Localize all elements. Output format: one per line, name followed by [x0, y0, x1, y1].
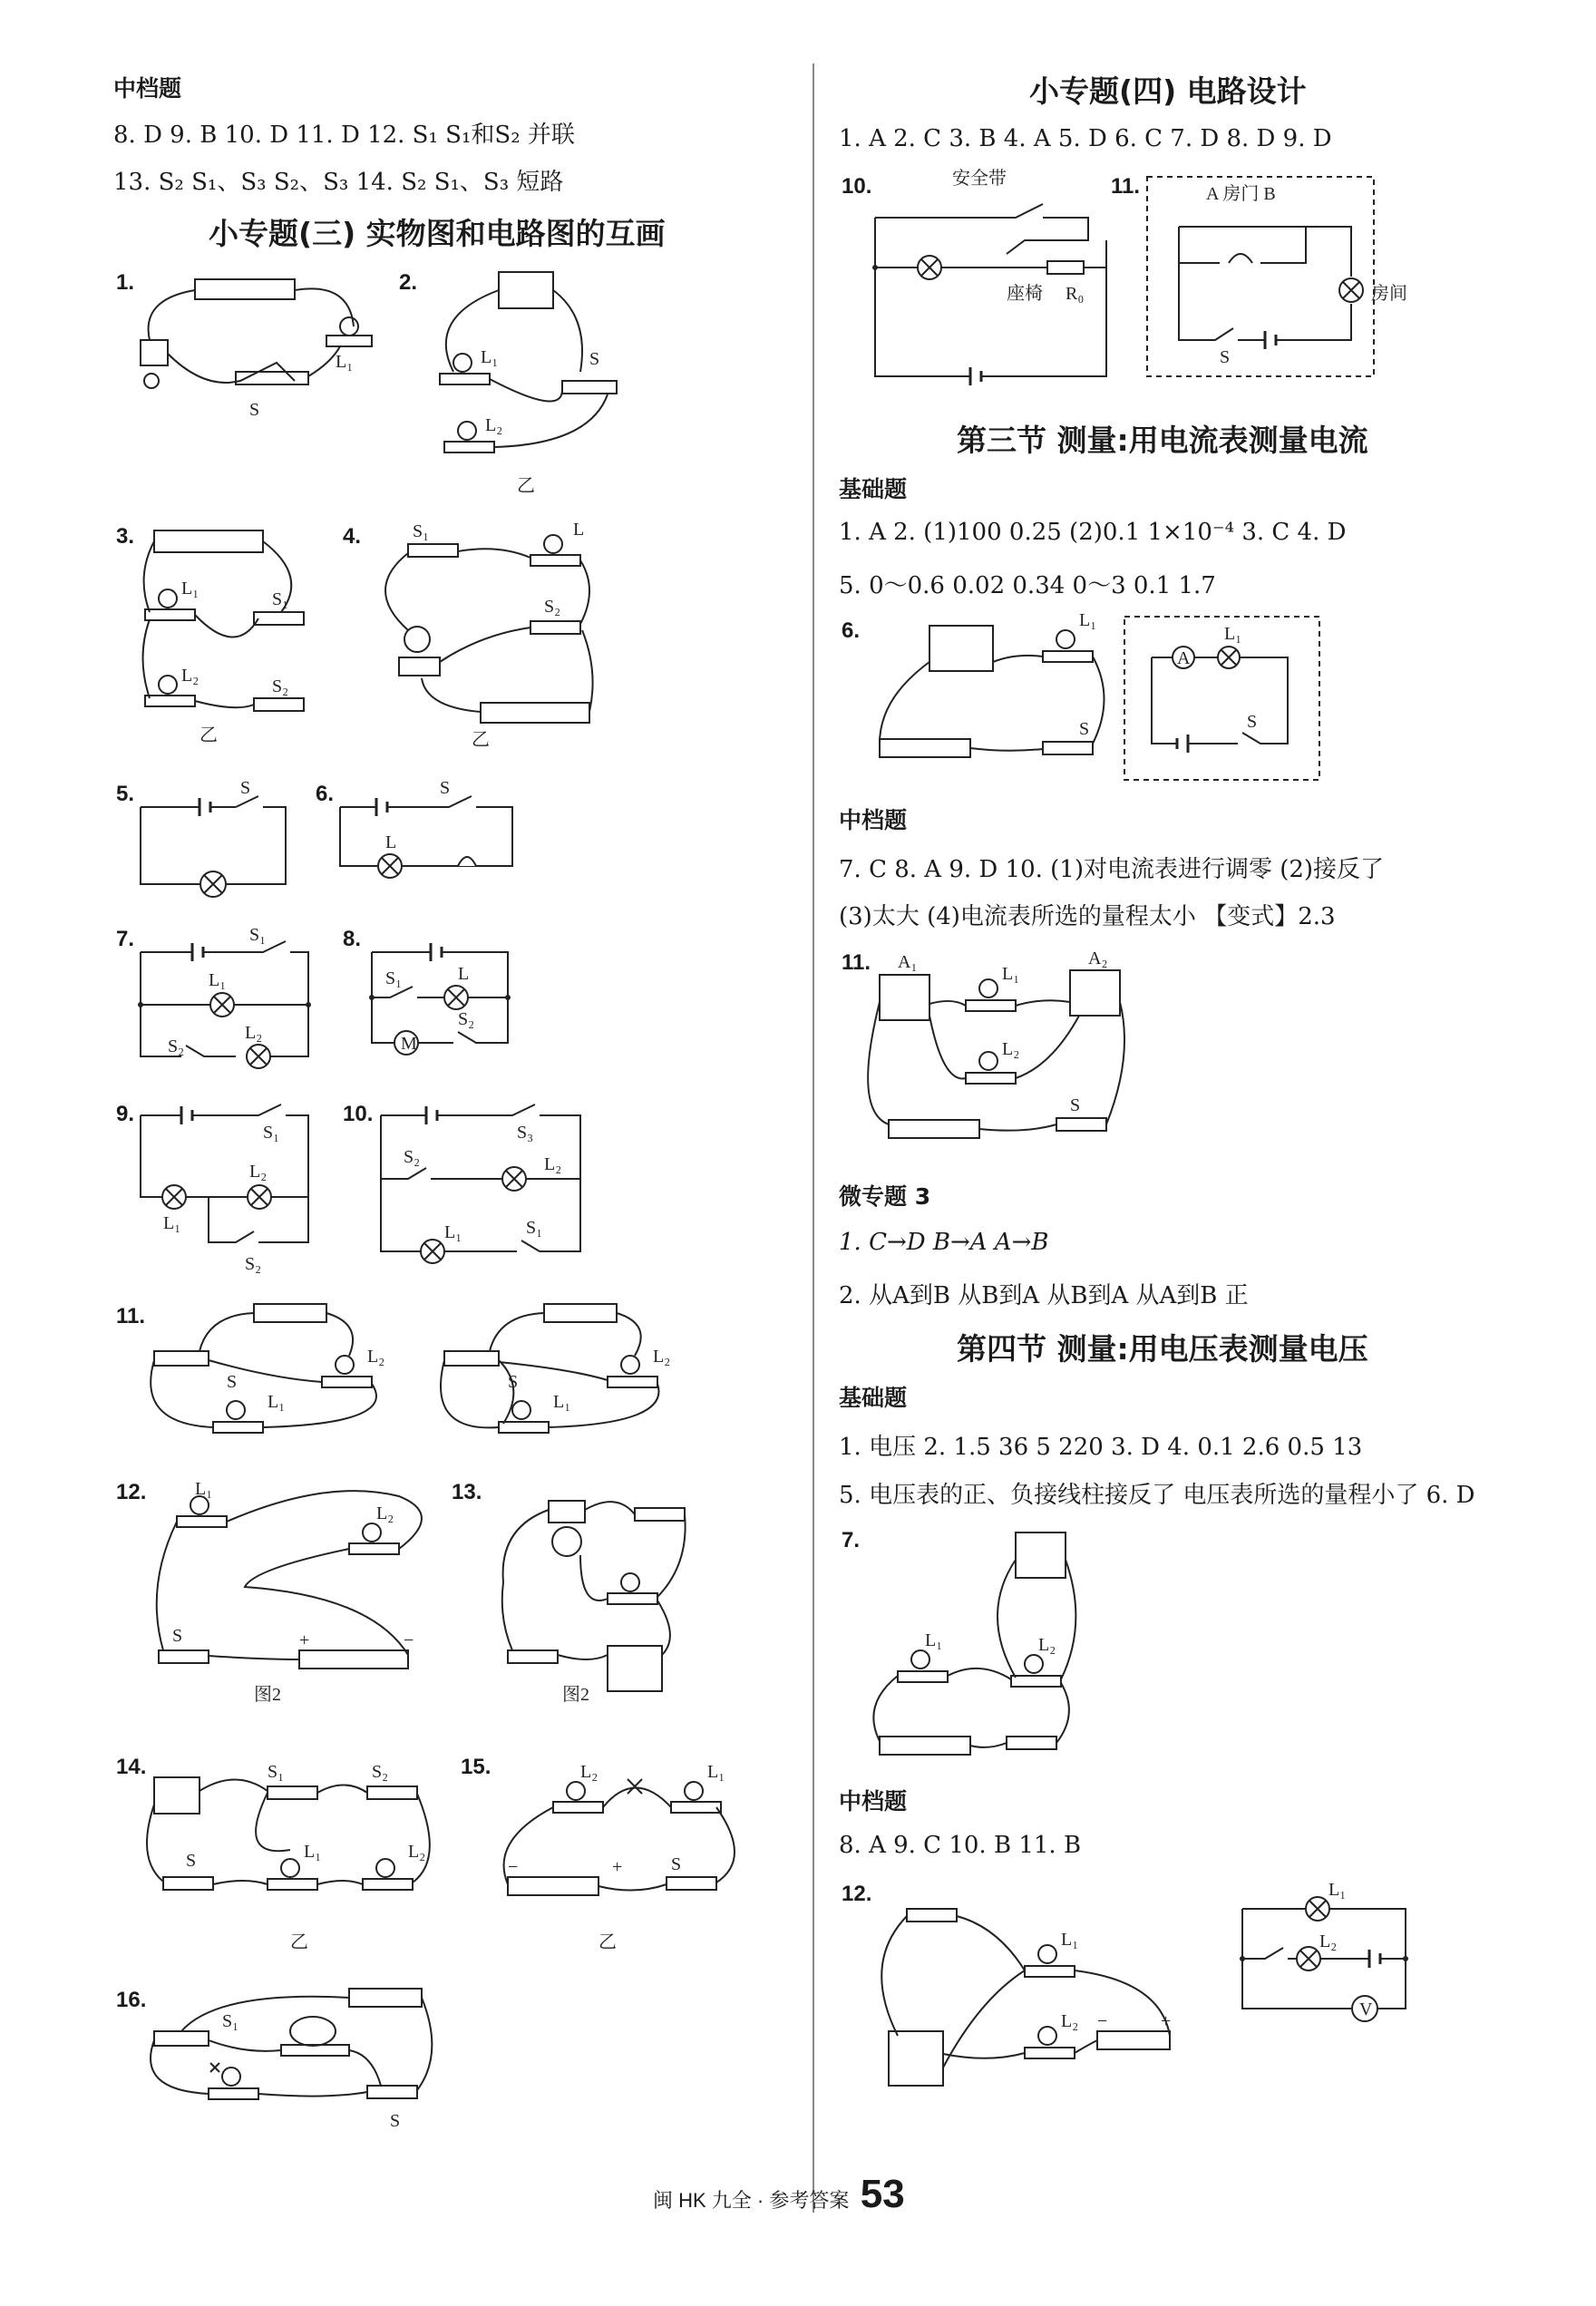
mid-level-heading: 中档题	[839, 807, 908, 833]
seatbelt-label: 安全带	[952, 169, 1007, 189]
mid-level-heading: 中档题	[113, 75, 182, 102]
svg-text:A₂: A₂	[1088, 949, 1108, 968]
svg-text:乙: 乙	[517, 476, 535, 496]
answer-line: 1. A 2. C 3. B 4. A 5. D 6. C 7. D 8. D 9. D	[839, 125, 1332, 152]
seat-label: 座椅	[1007, 284, 1043, 304]
question-number: 11.	[842, 950, 871, 975]
svg-text:L₁: L₁	[707, 1762, 725, 1782]
question-number: 11.	[116, 1304, 146, 1328]
circuit-figure	[145, 1297, 408, 1451]
svg-text:L₂: L₂	[653, 1347, 671, 1367]
voltmeter-circuit	[861, 1523, 1097, 1768]
answer-line: 13. S₂ S₁、S₃ S₂、S₃ 14. S₂ S₁、S₃ 短路	[113, 169, 564, 196]
circuit-figure	[363, 925, 526, 1070]
mid-level-heading: 中档题	[839, 1788, 908, 1815]
question-number: 16.	[116, 1988, 147, 2012]
question-number: 10.	[842, 174, 872, 199]
question-number: 9.	[116, 1102, 135, 1126]
question-number: 4.	[343, 524, 362, 549]
answer-line: 5. 电压表的正、负接线柱接反了 电压表所选的量程小了 6. D	[839, 1482, 1475, 1509]
circuit-figure	[136, 521, 326, 748]
svg-text:S: S	[1079, 719, 1090, 739]
svg-text:L₂: L₂	[485, 415, 503, 435]
page-number: 53	[860, 2172, 905, 2216]
svg-text:+: +	[299, 1630, 310, 1650]
svg-text:S₁: S₁	[385, 968, 403, 988]
svg-text:乙: 乙	[200, 725, 218, 745]
page-footer	[653, 2172, 905, 2217]
door-circuit	[1143, 172, 1415, 385]
svg-text:L₁: L₁	[163, 1213, 181, 1233]
circuit-figure	[136, 925, 317, 1070]
svg-text:S: S	[390, 2111, 401, 2131]
svg-text:乙: 乙	[472, 730, 490, 750]
room-label: 房间	[1371, 284, 1407, 304]
svg-text:L₁: L₁	[481, 347, 499, 367]
circuit-figure	[131, 263, 404, 426]
svg-text:S₁: S₁	[413, 521, 430, 541]
svg-text:S: S	[671, 1854, 682, 1874]
answer-line: 5. 0～0.6 0.02 0.34 0～3 0.1 1.7	[839, 572, 1216, 599]
question-number: 15.	[461, 1755, 491, 1779]
svg-text:L₂: L₂	[544, 1154, 562, 1174]
svg-text:乙: 乙	[598, 1932, 617, 1952]
svg-text:S₂: S₂	[404, 1147, 421, 1167]
svg-text:S: S	[1247, 712, 1258, 732]
svg-text:S₁: S₁	[526, 1218, 543, 1238]
circuit-figure	[136, 780, 299, 889]
svg-text:L₁: L₁	[304, 1842, 322, 1862]
svg-text:L₂: L₂	[181, 666, 200, 686]
svg-text:L₁: L₁	[195, 1479, 213, 1499]
section-title: 小专题(四) 电路设计	[1029, 73, 1307, 109]
svg-text:L₁: L₁	[1002, 964, 1020, 984]
svg-text:L₂: L₂	[408, 1842, 426, 1862]
circuit-figure	[145, 1750, 444, 1959]
svg-text:−: −	[404, 1630, 414, 1650]
svg-text:−: −	[508, 1857, 519, 1877]
svg-text:L₂: L₂	[1038, 1635, 1056, 1655]
circuit-figure	[145, 1478, 453, 1705]
question-number: 3.	[116, 524, 135, 549]
svg-text:S₁: S₁	[268, 1762, 285, 1782]
question-number: 12.	[842, 1882, 872, 1906]
svg-text:S₂: S₂	[544, 597, 561, 617]
circuit-figure	[376, 1097, 585, 1279]
svg-text:L₁: L₁	[553, 1392, 571, 1412]
svg-text:S: S	[227, 1372, 238, 1392]
svg-text:L₂: L₂	[376, 1503, 394, 1523]
two-ammeter-circuit	[871, 948, 1143, 1156]
question-number: 7.	[116, 927, 135, 951]
svg-text:S₁: S₁	[222, 2011, 239, 2031]
svg-text:S₂: S₂	[168, 1036, 185, 1056]
svg-text:L₂: L₂	[1061, 2011, 1079, 2031]
section-title: 小专题(三) 实物图和电路图的互画	[209, 216, 666, 251]
svg-text:S: S	[249, 400, 260, 420]
svg-text:S₂: S₂	[458, 1009, 475, 1029]
svg-text:L₁: L₁	[444, 1222, 462, 1242]
answer-line: (3)太大 (4)电流表所选的量程太小 【变式】2.3	[839, 903, 1336, 930]
question-number: 6.	[842, 618, 861, 643]
answer-line: 8. A 9. C 10. B 11. B	[839, 1832, 1082, 1859]
svg-text:S₂: S₂	[272, 676, 289, 696]
svg-text:L₁: L₁	[268, 1392, 286, 1412]
svg-text:L₁: L₁	[1061, 1930, 1079, 1950]
svg-text:乙: 乙	[290, 1932, 308, 1952]
door-label: A 房门 B	[1206, 184, 1276, 204]
circuit-figure	[481, 1474, 689, 1709]
svg-text:M: M	[401, 1034, 417, 1054]
voltmeter-parallel-circuit	[871, 1873, 1523, 2108]
svg-text:L₂: L₂	[1319, 1931, 1338, 1951]
circuit-figure	[426, 263, 644, 499]
svg-text:+: +	[612, 1857, 623, 1877]
micro-topic-heading: 微专题 3	[839, 1183, 931, 1210]
answer-line: 2. 从A到B 从B到A 从B到A 从A到B 正	[839, 1282, 1249, 1309]
question-number: 1.	[116, 270, 135, 295]
svg-text:S₃: S₃	[517, 1123, 534, 1143]
question-number: 12.	[116, 1480, 147, 1504]
svg-text:S: S	[589, 349, 600, 369]
svg-text:−: −	[1097, 2011, 1108, 2031]
svg-text:L₁: L₁	[1224, 624, 1242, 644]
circuit-figure	[490, 1750, 753, 1959]
svg-text:图2: 图2	[562, 1685, 589, 1705]
svg-text:L₂: L₂	[367, 1347, 385, 1367]
question-number: 2.	[399, 270, 418, 295]
svg-text:L₁: L₁	[336, 352, 354, 372]
svg-text:S₂: S₂	[245, 1254, 262, 1274]
svg-text:L₁: L₁	[1328, 1880, 1347, 1900]
svg-text:S₁: S₁	[263, 1123, 280, 1143]
question-number: 11.	[1111, 174, 1141, 199]
seatbelt-circuit	[861, 168, 1152, 390]
svg-text:L₁: L₁	[181, 579, 200, 598]
svg-text:L₂: L₂	[249, 1162, 268, 1182]
svg-text:A₁: A₁	[898, 952, 918, 972]
question-number: 5.	[116, 782, 135, 806]
svg-text:L₂: L₂	[580, 1762, 598, 1782]
svg-text:L: L	[573, 520, 585, 540]
question-number: 8.	[343, 927, 362, 951]
basic-heading: 基础题	[839, 476, 908, 502]
svg-text:S: S	[508, 1372, 519, 1392]
svg-text:S: S	[186, 1851, 197, 1871]
svg-text:L: L	[458, 964, 470, 984]
svg-text:S: S	[440, 778, 451, 798]
section-title: 第四节 测量:用电压表测量电压	[957, 1331, 1368, 1367]
answer-line: 1. A 2. (1)100 0.25 (2)0.1 1×10⁻⁴ 3. C 4. D	[839, 519, 1347, 546]
footer-label: 闽 HK 九全 · 参考答案	[653, 2189, 850, 2212]
answer-line: 1. 电压 2. 1.5 36 5 220 3. D 4. 0.1 2.6 0.5 13	[839, 1434, 1363, 1461]
r0-label: R₀	[1066, 284, 1085, 304]
section-title: 第三节 测量:用电流表测量电流	[957, 423, 1368, 458]
circuit-figure	[372, 517, 608, 753]
circuit-figure	[145, 1981, 453, 2131]
svg-text:S₂: S₂	[372, 1762, 389, 1782]
circuit-figure	[136, 1097, 317, 1279]
svg-text:L₁: L₁	[209, 970, 227, 990]
svg-text:+: +	[1161, 2011, 1172, 2031]
switch-label: S	[1220, 347, 1231, 367]
ammeter-circuit	[861, 608, 1406, 798]
question-number: 14.	[116, 1755, 147, 1779]
svg-text:L: L	[385, 832, 397, 852]
svg-text:S₁: S₁	[272, 589, 289, 609]
svg-text:S₁: S₁	[249, 925, 267, 945]
svg-text:L₂: L₂	[1002, 1039, 1020, 1059]
question-number: 10.	[343, 1102, 374, 1126]
answer-line: 7. C 8. A 9. D 10. (1)对电流表进行调零 (2)接反了	[839, 856, 1385, 883]
svg-text:S: S	[1070, 1095, 1081, 1115]
circuit-figure	[435, 1297, 698, 1451]
column-divider	[813, 63, 814, 2213]
svg-text:V: V	[1359, 2000, 1373, 2019]
svg-text:图2: 图2	[254, 1685, 281, 1705]
question-number: 7.	[842, 1528, 861, 1552]
circuit-figure	[336, 780, 526, 880]
svg-text:L₁: L₁	[925, 1630, 943, 1650]
answer-line: 1. C→D B→A A→B	[839, 1229, 1049, 1256]
question-number: 6.	[316, 782, 335, 806]
basic-heading: 基础题	[839, 1385, 908, 1411]
question-number: 13.	[452, 1480, 482, 1504]
answer-line: 8. D 9. B 10. D 11. D 12. S₁ S₁和S₂ 并联	[113, 122, 575, 149]
svg-text:S: S	[240, 778, 251, 798]
svg-text:A: A	[1177, 648, 1191, 668]
svg-text:L₂: L₂	[245, 1023, 263, 1043]
svg-text:L₁: L₁	[1079, 610, 1097, 630]
svg-text:S: S	[172, 1626, 183, 1646]
